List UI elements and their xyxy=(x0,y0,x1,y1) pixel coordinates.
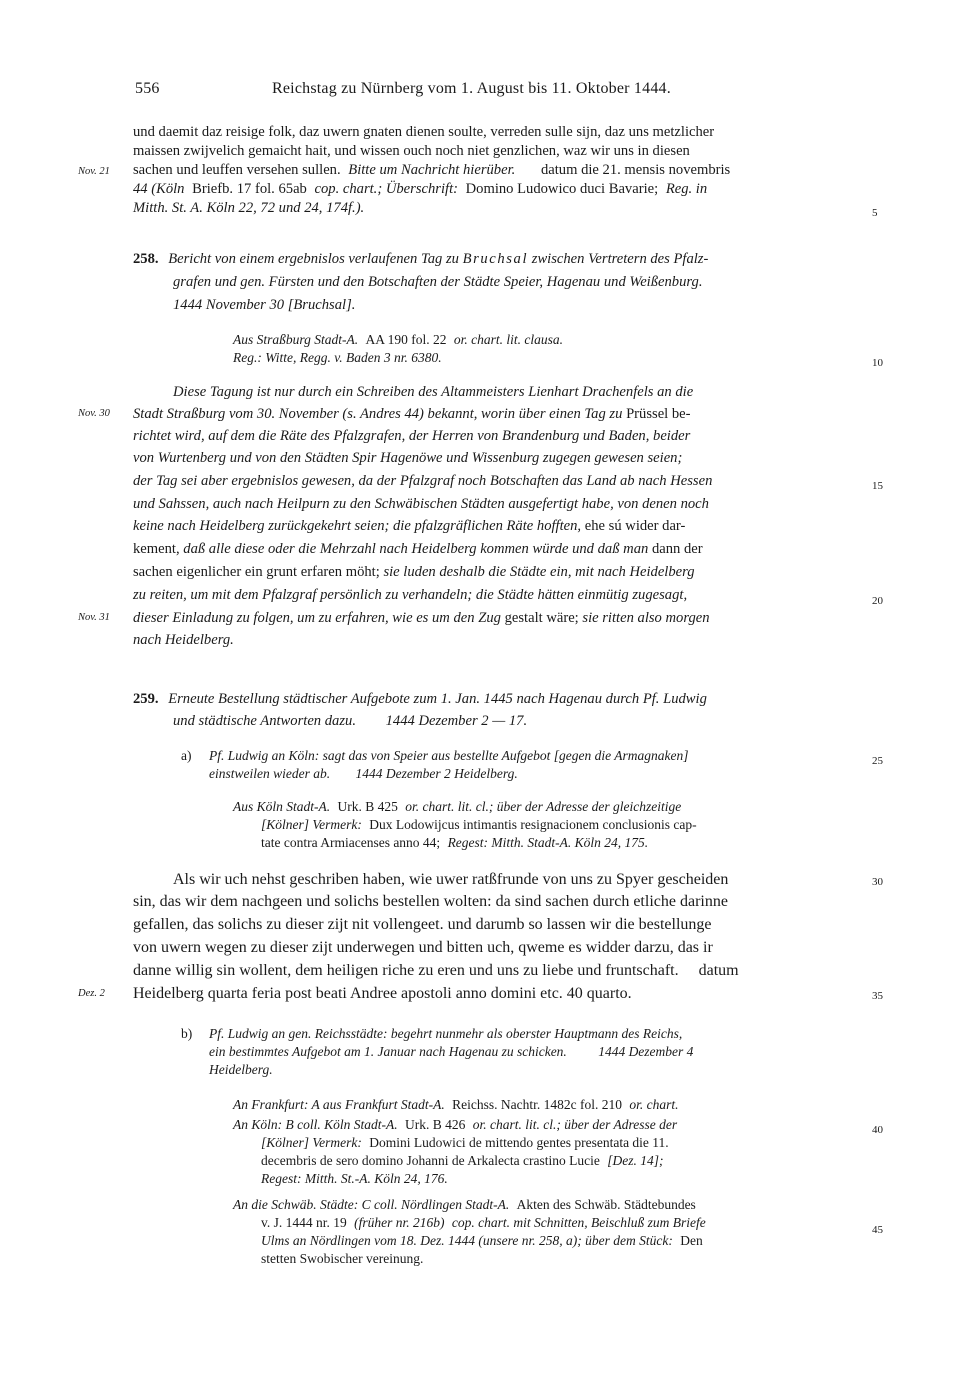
line-number: 20 xyxy=(872,595,883,607)
body-line: der Tag sei aber ergebnislos gewesen, da der Pfalzgraf noch Botschaften das Land ab nach Hessen xyxy=(133,473,713,489)
line-number: 15 xyxy=(872,480,883,492)
body-line: von Wurtenberg und von den Städten Spir Hagenöwe und Wissenburg zugegen gewesen seien; xyxy=(133,450,683,466)
line-number: 10 xyxy=(872,357,883,369)
doc-title-line: grafen und gen. Fürsten und den Botschaften der Städte Speier, Hagenau und Weißenburg. xyxy=(173,274,703,290)
margin-date: Nov. 21 xyxy=(78,166,110,177)
source-line: An die Schwäb. Städte: C coll. Nördlingen Stadt-A. Akten des Schwäb. Städtebundes xyxy=(233,1197,696,1212)
source-line: [Kölner] Vermerk: Domini Ludowici de mittendo gentes presentata die 11. xyxy=(261,1135,669,1150)
body-line: sachen eigenlicher ein grunt erfaren möht; sie luden deshalb die Städte ein, mit nach Heidelberg xyxy=(133,564,695,580)
text-line: Mitth. St. A. Köln 22, 72 und 24, 174f.). xyxy=(133,200,365,216)
source-line: [Kölner] Vermerk: Dux Lodowijcus intimantis resignacionem conclusionis cap- xyxy=(261,817,697,832)
text-line: von uwern wegen zu dieser zijt underwegen und bitten uch, qweme es widder darzu, das ir xyxy=(133,939,713,956)
body-line: zu reiten, um mit dem Pfalzgraf persönlich zu verhandeln; die Städte hätten einmütig zugesagt, xyxy=(133,587,688,603)
line-number: 25 xyxy=(872,755,883,767)
line-number: 30 xyxy=(872,876,883,888)
margin-date: Nov. 30 xyxy=(78,408,110,419)
subdoc-label: a) xyxy=(181,748,192,763)
line-number: 40 xyxy=(872,1124,883,1136)
subdoc-title-line: Heidelberg. xyxy=(209,1062,273,1077)
body-line: Diese Tagung ist nur durch ein Schreiben des Altammeisters Lienhart Drachenfels an die xyxy=(173,384,694,400)
subdoc-label: b) xyxy=(181,1026,193,1041)
line-number: 35 xyxy=(872,990,883,1002)
body-line: und Sahssen, auch nach Heilpurn zu den Schwäbischen Städten ausgefertigt habe, von denen noch xyxy=(133,496,709,512)
source-line: Ulms an Nördlingen vom 18. Dez. 1444 (unsere nr. 258, a); über dem Stück: Den xyxy=(261,1233,703,1248)
source-line: Aus Straßburg Stadt-A. AA 190 fol. 22 or. chart. lit. clausa. xyxy=(233,332,564,347)
text-line: sin, das wir dem nachgeen und solichs bestellen wolten: da sind sachen durch etliche darinne xyxy=(133,893,728,910)
text-line: gefallen, das solichs zu dieser zijt nit vollengeet. und darumb so lassen wir die bestellunge xyxy=(133,916,712,933)
doc-title-line: 259. Erneute Bestellung städtischer Aufgebote zum 1. Jan. 1445 nach Hagenau durch Pf. Ludwig xyxy=(133,691,707,707)
margin-date: Dez. 2 xyxy=(78,988,105,999)
doc-title-line: 1444 November 30 [Bruchsal]. xyxy=(173,297,356,313)
subdoc-title-line: ein bestimmtes Aufgebot am 1. Januar nach Hagenau zu schicken. 1444 Dezember 4 xyxy=(209,1044,694,1059)
source-line: An Frankfurt: A aus Frankfurt Stadt-A. Reichss. Nachtr. 1482c fol. 210 or. chart. xyxy=(233,1097,679,1112)
source-line: An Köln: B coll. Köln Stadt-A. Urk. B 426 or. chart. lit. cl.; über der Adresse der xyxy=(233,1117,678,1132)
source-line: Regest: Mitth. St.-A. Köln 24, 176. xyxy=(261,1171,448,1186)
text-line: maissen zwijvelich gemaicht hait, und wissen ouch noch niet genzlichen, waz wir uns in diesen xyxy=(133,143,690,159)
body-line: nach Heidelberg. xyxy=(133,632,234,648)
text-line: 44 (Köln Briefb. 17 fol. 65ab cop. chart.; Überschrift: Domino Ludowico duci Bavarie; Reg. in xyxy=(133,181,708,197)
text-line: Als wir uch nehst geschriben haben, wie uwer ratßfrunde von uns zu Spyer gescheiden xyxy=(173,871,729,888)
subdoc-title-line: Pf. Ludwig an Köln: sagt das von Speier aus bestellte Aufgebot [gegen die Armagnaken] xyxy=(209,748,689,763)
source-line: decembris de sero domino Johanni de Arkalecta crastino Lucie [Dez. 14]; xyxy=(261,1153,664,1168)
body-line: Stadt Straßburg vom 30. November (s. Andres 44) bekannt, worin über einen Tag zu Prüssel be- xyxy=(133,406,691,422)
body-line: kement, daß alle diese oder die Mehrzahl nach Heidelberg kommen würde und daß man dann der xyxy=(133,541,703,557)
text-line: Heidelberg quarta feria post beati Andree apostoli anno domini etc. 40 quarto. xyxy=(133,985,632,1002)
page-number: 556 xyxy=(135,80,160,97)
line-number: 5 xyxy=(872,207,878,219)
line-number: 45 xyxy=(872,1224,883,1236)
doc-number: 259. xyxy=(133,691,159,707)
body-line: richtet wird, auf dem die Räte des Pfalzgrafen, der Herren von Brandenburg und Baden, beider xyxy=(133,428,691,444)
doc-title-line: 258. Bericht von einem ergebnislos verlaufenen Tag zu Bruchsal zwischen Vertretern des Pfalz- xyxy=(133,251,709,267)
text-line: sachen und leuffen versehen sullen. Bitte um Nachricht hierüber. datum die 21. mensis novembris xyxy=(133,162,731,178)
doc-number: 258. xyxy=(133,251,159,267)
source-line: Reg.: Witte, Regg. v. Baden 3 nr. 6380. xyxy=(233,350,442,365)
body-line: keine nach Heidelberg zurückgekehrt seien; die pfalzgräflichen Räte hofften, ehe sú wider dar- xyxy=(133,518,686,534)
source-line: v. J. 1444 nr. 19 (früher nr. 216b) cop. chart. mit Schnitten, Beischluß zum Briefe xyxy=(261,1215,706,1230)
margin-date: Nov. 31 xyxy=(78,612,110,623)
source-line: Aus Köln Stadt-A. Urk. B 425 or. chart. lit. cl.; über der Adresse der gleichzeitige xyxy=(233,799,682,814)
body-line: dieser Einladung zu folgen, um zu erfahren, wie es um den Zug gestalt wäre; sie ritten also morgen xyxy=(133,610,710,626)
doc-title-line: und städtische Antworten dazu. 1444 Dezember 2 — 17. xyxy=(173,713,528,729)
source-line: stetten Swobischer vereinung. xyxy=(261,1251,424,1266)
text-line: danne willig sin wollent, dem heiligen riche zu eren und uns zu liebe und fruntschaft. datum xyxy=(133,962,739,979)
text-line: und daemit daz reisige folk, daz uwern gnaten dienen soulte, verreden sulle sijn, daz uns metzlicher xyxy=(133,124,715,140)
running-title: Reichstag zu Nürnberg vom 1. August bis 11. Oktober 1444. xyxy=(272,80,671,97)
subdoc-title-line: einstweilen wieder ab. 1444 Dezember 2 Heidelberg. xyxy=(209,766,518,781)
source-line: tate contra Armiacenses anno 44; Regest: Mitth. Stadt-A. Köln 24, 175. xyxy=(261,835,649,850)
subdoc-title-line: Pf. Ludwig an gen. Reichsstädte: begehrt nunmehr als oberster Hauptmann des Reichs, xyxy=(209,1026,683,1041)
